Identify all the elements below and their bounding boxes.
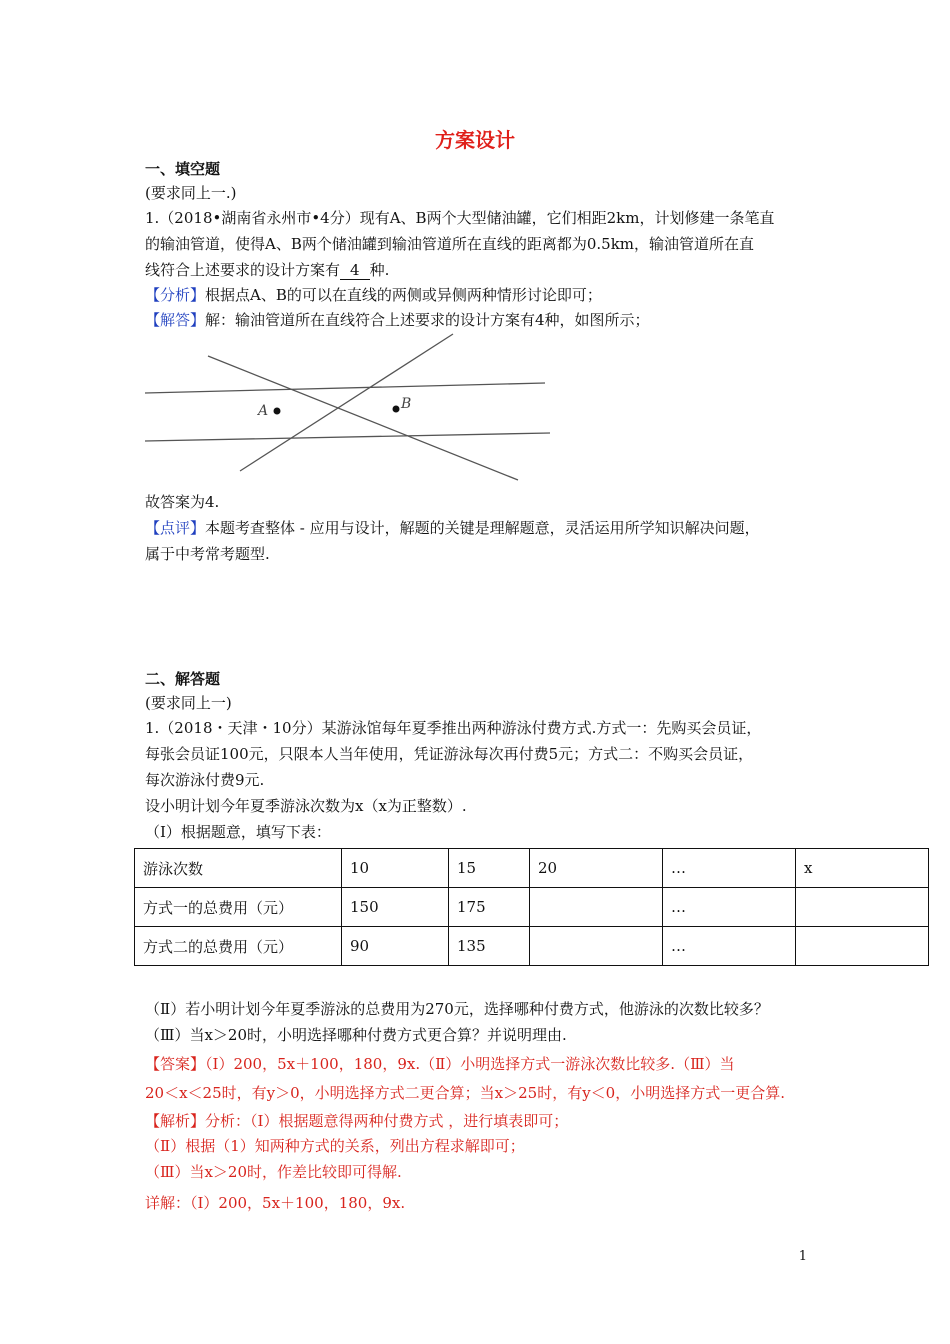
- s1-q-post: 种.: [369, 261, 390, 279]
- s2-question-line: 每次游泳付费9元.: [145, 771, 265, 789]
- table-cell: x: [796, 849, 929, 888]
- point-a-label: A: [258, 403, 269, 419]
- analysis-line-1: 分析：（Ⅰ）根据题意得两种付费方式 ，进行填表即可；: [205, 1112, 569, 1130]
- s2-part3: （Ⅲ）当x＞20时，小明选择哪种付费方式更合算？并说明理由.: [145, 1026, 567, 1044]
- analysis-text: 根据点A、B的可以在直线的两侧或异侧两种情形讨论即可；: [205, 286, 602, 304]
- table-cell: [530, 888, 663, 927]
- solution-text: 解：输油管道所在直线符合上述要求的设计方案有4种，如图所示；: [205, 311, 650, 329]
- table-cell: 15: [449, 849, 530, 888]
- table-cell: 10: [342, 849, 449, 888]
- point-b: [393, 406, 400, 413]
- s1-answer-blank: 4: [340, 261, 370, 280]
- answer-tag: 【答案】: [145, 1055, 206, 1073]
- table-cell: 90: [342, 927, 449, 966]
- analysis-tag: 【分析】: [145, 286, 206, 304]
- s1-analysis: [145, 284, 602, 305]
- section2-note: (要求同上一): [145, 694, 232, 712]
- s2-analysis-line-3: （Ⅲ）当x＞20时，作差比较即可得解.: [145, 1163, 402, 1181]
- s1-solution: [145, 309, 650, 330]
- table-cell: 游泳次数: [135, 849, 342, 888]
- table-row: [135, 927, 929, 966]
- s1-comment-2: 属于中考常考题型.: [145, 545, 270, 563]
- point-b-label: B: [401, 396, 412, 412]
- comment-text: 本题考查整体 - 应用与设计，解题的关键是理解题意，灵活运用所学知识解决问题，: [205, 519, 760, 537]
- pipeline-line: [240, 334, 453, 471]
- table-cell: 175: [449, 888, 530, 927]
- table-cell: …: [663, 888, 796, 927]
- s2-question-line: 设小明计划今年夏季游泳次数为x（x为正整数）.: [145, 797, 467, 815]
- section1-note: (要求同上一.): [145, 184, 237, 202]
- s2-answer-line-2: 20＜x＜25时，有y＞0，小明选择方式二更合算；当x＞25时，有y＜0，小明选择方式一更合算.: [145, 1084, 785, 1102]
- table-cell: [796, 927, 929, 966]
- table-cell: 方式二的总费用（元）: [135, 927, 342, 966]
- table-cell: 135: [449, 927, 530, 966]
- s1-answer-text: 故答案为4.: [145, 493, 220, 511]
- page-title: 方案设计: [435, 128, 515, 152]
- section2-heading: 二、解答题: [145, 670, 221, 688]
- section1-heading: 一、填空题: [145, 160, 221, 178]
- s2-question-line: （Ⅰ）根据题意，填写下表：: [145, 823, 331, 841]
- solution-tag: 【解答】: [145, 311, 206, 329]
- pipeline-line: [145, 383, 545, 393]
- s2-detail: 详解：（Ⅰ）200，5x＋100，180，9x.: [145, 1194, 406, 1212]
- s2-question-line: 1.（2018・天津・10分）某游泳馆每年夏季推出两种游泳付费方式.方式一：先购买会员证，: [145, 719, 762, 737]
- comment-tag: 【点评】: [145, 519, 206, 537]
- s2-question-line: 每张会员证100元，只限本人当年使用，凭证游泳每次再付费5元；方式二：不购买会员证，: [145, 745, 754, 763]
- fee-table: [134, 848, 929, 966]
- analysis-tag: 【解析】: [145, 1112, 206, 1130]
- table-row: [135, 849, 929, 888]
- answer-line-1: （Ⅰ）200，5x＋100，180，9x.（Ⅱ）小明选择方式一游泳次数比较多.（Ⅲ）当: [205, 1055, 735, 1073]
- s2-part2: （Ⅱ）若小明计划今年夏季游泳的总费用为270元，选择哪种付费方式，他游泳的次数比较多？: [145, 1000, 769, 1018]
- pipeline-figure: [140, 330, 560, 485]
- s2-answer: [145, 1053, 735, 1074]
- table-cell: 150: [342, 888, 449, 927]
- pipeline-line: [145, 433, 550, 441]
- s1-q-pre: 线符合上述要求的设计方案有: [145, 261, 341, 279]
- s1-question-line-3: [145, 259, 389, 280]
- table-cell: 方式一的总费用（元）: [135, 888, 342, 927]
- page-number: 1: [798, 1249, 807, 1264]
- table-cell: [530, 927, 663, 966]
- s2-analysis-line-2: （Ⅱ）根据（1）知两种方式的关系，列出方程求解即可；: [145, 1137, 525, 1155]
- s2-analysis: [145, 1110, 568, 1131]
- table-cell: …: [663, 849, 796, 888]
- table-row: [135, 888, 929, 927]
- s1-question-line: 1.（2018•湖南省永州市•4分）现有A、B两个大型储油罐，它们相距2km，计划修建一条笔直: [145, 209, 775, 227]
- table-cell: [796, 888, 929, 927]
- s1-comment: [145, 517, 760, 538]
- point-a: [274, 408, 281, 415]
- table-cell: 20: [530, 849, 663, 888]
- table-cell: …: [663, 927, 796, 966]
- s1-question-line: 的输油管道，使得A、B两个储油罐到输油管道所在直线的距离都为0.5km，输油管道所在直: [145, 235, 755, 253]
